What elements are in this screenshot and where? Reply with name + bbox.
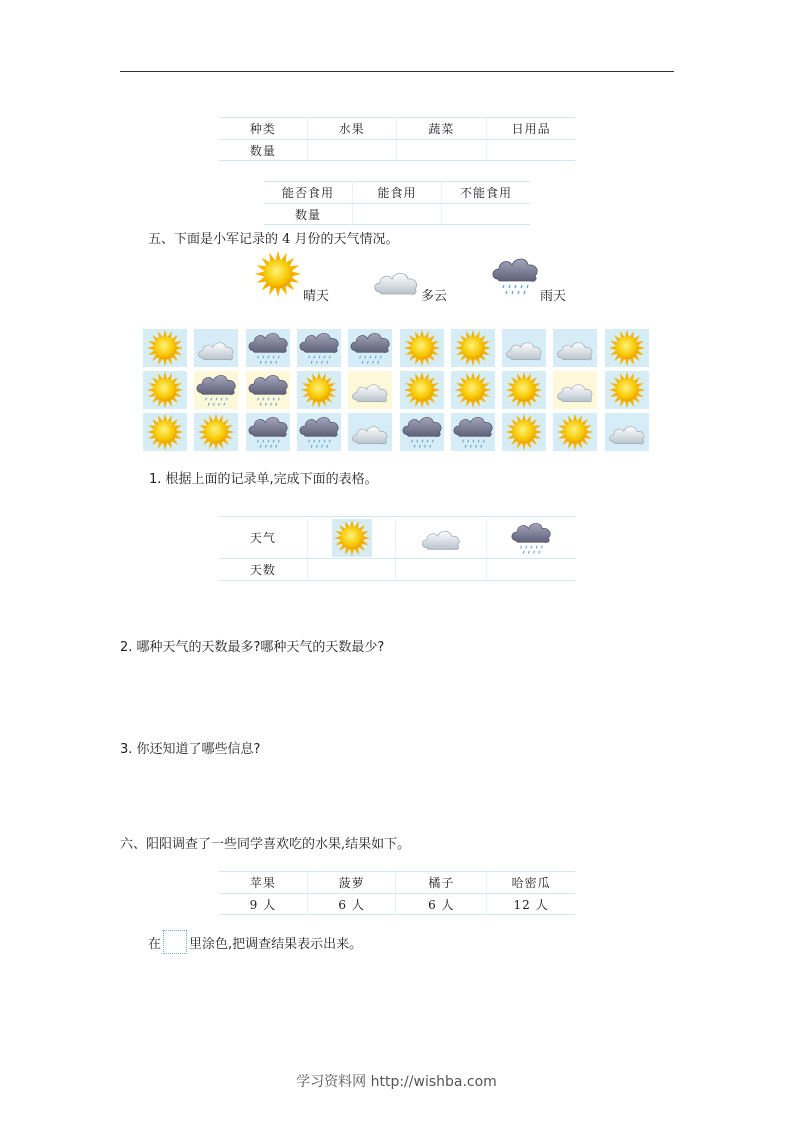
legend-label-rainy: 雨天 [540,289,567,304]
cell: 不能食用 [442,182,531,204]
rain-cloud-icon [490,254,540,298]
rain-cloud-icon [297,413,341,451]
rain-cloud-icon [451,413,495,451]
cloud-icon [502,329,546,367]
cell [396,517,487,559]
sun-icon [194,413,238,451]
cell[interactable] [487,140,575,161]
sun-icon [451,329,495,367]
sun-icon [297,371,341,409]
instruction-after: 里涂色,把调查结果表示出来。 [189,937,363,952]
instruction-before: 在 [148,937,162,952]
sun-icon [254,250,302,298]
legend-label-sunny: 晴天 [303,289,330,304]
cell: 天气 [219,517,307,559]
empty-box-icon [163,930,187,954]
cell: 哈密瓜 [487,872,575,894]
edible-table [264,181,530,225]
sun-icon [332,519,372,557]
cell[interactable] [487,559,575,581]
coloring-instruction [148,930,362,954]
section5-heading: 五、下面是小军记录的 4 月份的天气情况。 [148,232,399,247]
cell: 数量 [219,140,307,161]
cell: 种类 [219,118,307,140]
cell: 天数 [219,559,307,581]
cell: 数量 [264,204,353,225]
cell: 9 人 [219,894,307,915]
cloud-icon [419,523,463,553]
cell [307,517,396,559]
cell [487,517,575,559]
sun-icon [502,371,546,409]
rain-cloud-icon [246,413,290,451]
cloud-icon [371,264,421,298]
rain-cloud-icon [297,329,341,367]
cell[interactable] [396,140,487,161]
cell: 橘子 [396,872,487,894]
cloud-icon [348,371,392,409]
cell: 6 人 [396,894,487,915]
cell: 能否食用 [264,182,353,204]
weather-count-table [219,516,575,581]
footer-watermark: 学习资料网 http://wishba.com [296,1074,497,1090]
category-table [219,117,575,161]
cell: 蔬菜 [396,118,487,140]
fruit-table [219,871,575,915]
question-3: 3. 你还知道了哪些信息? [120,742,261,757]
cell[interactable] [307,140,396,161]
rain-cloud-icon [509,519,553,557]
cell[interactable] [353,204,442,225]
cloud-icon [605,413,649,451]
rain-cloud-icon [246,371,290,409]
header-rule [120,71,674,72]
cell[interactable] [396,559,487,581]
cloud-icon [553,329,597,367]
sun-icon [502,413,546,451]
cell: 菠萝 [307,872,396,894]
question-1: 1. 根据上面的记录单,完成下面的表格。 [149,472,378,487]
sun-icon [400,329,444,367]
sun-icon [605,329,649,367]
cloud-icon [553,371,597,409]
sun-icon [143,413,187,451]
rain-cloud-icon [400,413,444,451]
sun-icon [400,371,444,409]
cell: 水果 [307,118,396,140]
cell: 能食用 [353,182,442,204]
cloud-icon [348,413,392,451]
cell: 日用品 [487,118,575,140]
rain-cloud-icon [348,329,392,367]
rain-cloud-icon [246,329,290,367]
legend-label-cloudy: 多云 [421,289,448,304]
cell: 12 人 [487,894,575,915]
cell[interactable] [307,559,396,581]
sun-icon [553,413,597,451]
cell: 苹果 [219,872,307,894]
sun-icon [143,371,187,409]
sun-icon [605,371,649,409]
rain-cloud-icon [194,371,238,409]
sun-icon [451,371,495,409]
weather-record-grid [140,327,653,453]
cloud-icon [194,329,238,367]
cell: 6 人 [307,894,396,915]
section6-heading: 六、阳阳调查了一些同学喜欢吃的水果,结果如下。 [120,837,411,852]
sun-icon [143,329,187,367]
question-2: 2. 哪种天气的天数最多?哪种天气的天数最少? [120,640,385,655]
cell[interactable] [442,204,531,225]
